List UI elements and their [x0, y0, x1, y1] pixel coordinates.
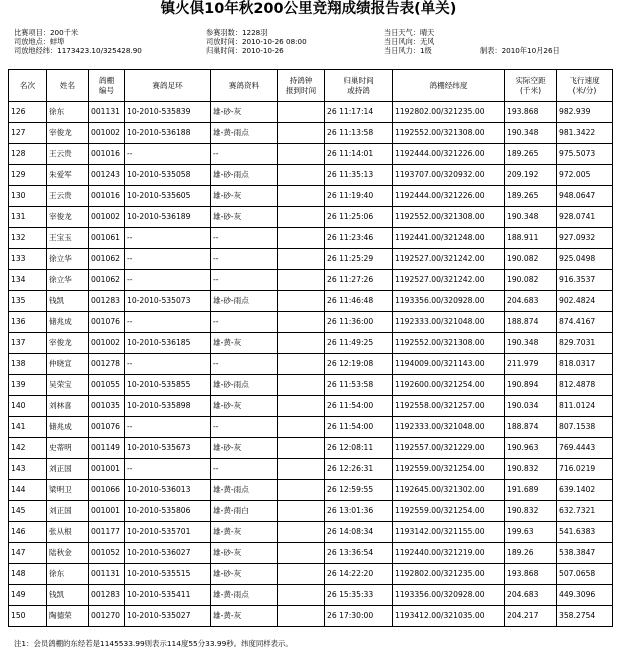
cell-rank: 148 [9, 564, 47, 585]
cell-loft-coords: 1192552.00/321308.00 [393, 333, 505, 354]
cell-arrival-time: 26 11:27:26 [325, 270, 393, 291]
cell-distance-km: 190.348 [505, 123, 557, 144]
cell-distance-km: 204.683 [505, 291, 557, 312]
cell-loft-coords: 1192440.00/321219.00 [393, 543, 505, 564]
cell-rank: 134 [9, 270, 47, 291]
cell-clock-report-time [278, 186, 325, 207]
weather: 当日天气：晴天 [384, 28, 435, 37]
cell-clock-report-time [278, 291, 325, 312]
cell-loft-id: 001131 [89, 564, 125, 585]
cell-speed-mpm: 916.3537 [557, 270, 613, 291]
cell-loft-id: 001016 [89, 186, 125, 207]
cell-name: 陶德荣 [47, 606, 89, 627]
cell-loft-coords: 1192558.00/321257.00 [393, 396, 505, 417]
cell-name: 徐立华 [47, 270, 89, 291]
cell-distance-km: 190.082 [505, 270, 557, 291]
cell-speed-mpm: 716.0219 [557, 459, 613, 480]
cell-arrival-time: 26 12:08:11 [325, 438, 393, 459]
cell-name: 钱凯 [47, 585, 89, 606]
cell-bird-info: 雄-黄-灰 [211, 333, 278, 354]
cell-ring-number: 10-2010-535058 [125, 165, 211, 186]
release-time: 司放时间：2010-10-26 08:00 [206, 37, 307, 46]
cell-clock-report-time [278, 564, 325, 585]
cell-loft-id: 001061 [89, 228, 125, 249]
cell-bird-info: -- [211, 144, 278, 165]
cell-loft-id: 001062 [89, 249, 125, 270]
cell-speed-mpm: 982.939 [557, 102, 613, 123]
cell-arrival-time: 26 12:19:08 [325, 354, 393, 375]
cell-loft-coords: 1192645.00/321302.00 [393, 480, 505, 501]
cell-clock-report-time [278, 165, 325, 186]
table-row [9, 186, 613, 207]
cell-bird-info: -- [211, 228, 278, 249]
cell-loft-coords: 1192600.00/321254.00 [393, 375, 505, 396]
footnote: 注1：会员鸽棚的东经若是1145533.99则表示114度55分33.99秒。纬度同样表示。 [14, 639, 293, 648]
cell-rank: 127 [9, 123, 47, 144]
column-header-arrival-time: 归巢时间 或持鸽 [325, 70, 393, 102]
cell-bird-info: 雄-砂-雨点 [211, 291, 278, 312]
cell-distance-km: 191.689 [505, 480, 557, 501]
cell-bird-info: 雄-黄-雨白 [211, 501, 278, 522]
cell-loft-id: 001002 [89, 207, 125, 228]
cell-clock-report-time [278, 606, 325, 627]
cell-loft-coords: 1193707.00/320932.00 [393, 165, 505, 186]
cell-clock-report-time [278, 207, 325, 228]
table-row [9, 501, 613, 522]
cell-speed-mpm: 811.0124 [557, 396, 613, 417]
results-table [8, 69, 613, 627]
cell-loft-id: 001052 [89, 543, 125, 564]
table-row [9, 144, 613, 165]
cell-speed-mpm: 902.4824 [557, 291, 613, 312]
cell-ring-number: 10-2010-535027 [125, 606, 211, 627]
cell-clock-report-time [278, 123, 325, 144]
cell-speed-mpm: 948.0647 [557, 186, 613, 207]
cell-distance-km: 188.874 [505, 417, 557, 438]
cell-distance-km: 188.874 [505, 312, 557, 333]
cell-name: 刘正国 [47, 501, 89, 522]
cell-loft-coords: 1192802.00/321235.00 [393, 102, 505, 123]
cell-loft-id: 001001 [89, 501, 125, 522]
cell-rank: 139 [9, 375, 47, 396]
cell-arrival-time: 26 14:08:34 [325, 522, 393, 543]
cell-name: 宰俊龙 [47, 123, 89, 144]
cell-bird-info: 雄-砂-灰 [211, 564, 278, 585]
table-row [9, 354, 613, 375]
cell-bird-info: 雄-砂-灰 [211, 207, 278, 228]
cell-ring-number: 10-2010-536013 [125, 480, 211, 501]
cell-rank: 143 [9, 459, 47, 480]
cell-arrival-time: 26 12:26:31 [325, 459, 393, 480]
cell-arrival-time: 26 11:23:46 [325, 228, 393, 249]
cell-ring-number: 10-2010-535898 [125, 396, 211, 417]
cell-distance-km: 190.348 [505, 333, 557, 354]
cell-bird-info: 雄-砂-雨点 [211, 375, 278, 396]
cell-name: 徐东 [47, 564, 89, 585]
cell-ring-number: 10-2010-535701 [125, 522, 211, 543]
cell-name: 宰俊龙 [47, 333, 89, 354]
cell-name: 梁明卫 [47, 480, 89, 501]
cell-arrival-time: 26 11:35:13 [325, 165, 393, 186]
table-row [9, 291, 613, 312]
cell-distance-km: 190.832 [505, 501, 557, 522]
cell-bird-info: 雄-砂-灰 [211, 543, 278, 564]
cell-bird-info: -- [211, 270, 278, 291]
cell-ring-number: -- [125, 270, 211, 291]
cell-loft-coords: 1192552.00/321308.00 [393, 123, 505, 144]
cell-bird-info: 雄-砂-灰 [211, 438, 278, 459]
cell-loft-coords: 1192527.00/321242.00 [393, 249, 505, 270]
cell-clock-report-time [278, 396, 325, 417]
cell-arrival-time: 26 11:46:48 [325, 291, 393, 312]
column-header-loft-coords: 鸽棚经纬度 [393, 70, 505, 102]
cell-arrival-time: 26 11:53:58 [325, 375, 393, 396]
cell-loft-id: 001002 [89, 123, 125, 144]
cell-loft-id: 001016 [89, 144, 125, 165]
cell-clock-report-time [278, 102, 325, 123]
cell-rank: 132 [9, 228, 47, 249]
cell-speed-mpm: 925.0498 [557, 249, 613, 270]
cell-rank: 129 [9, 165, 47, 186]
cell-arrival-time: 26 11:13:58 [325, 123, 393, 144]
cell-distance-km: 199.63 [505, 522, 557, 543]
cell-rank: 131 [9, 207, 47, 228]
cell-arrival-time: 26 17:30:00 [325, 606, 393, 627]
cell-ring-number: -- [125, 144, 211, 165]
cell-name: 徐立华 [47, 249, 89, 270]
cell-clock-report-time [278, 144, 325, 165]
cell-loft-coords: 1192559.00/321254.00 [393, 501, 505, 522]
cell-loft-coords: 1194009.00/321143.00 [393, 354, 505, 375]
cell-name: 陆秋金 [47, 543, 89, 564]
cell-loft-id: 001278 [89, 354, 125, 375]
cell-distance-km: 193.868 [505, 102, 557, 123]
cell-bird-info: 雄-砂-灰 [211, 396, 278, 417]
cell-loft-coords: 1192559.00/321254.00 [393, 459, 505, 480]
cell-speed-mpm: 928.0741 [557, 207, 613, 228]
cell-speed-mpm: 639.1402 [557, 480, 613, 501]
cell-distance-km: 190.348 [505, 207, 557, 228]
cell-ring-number: 10-2010-535073 [125, 291, 211, 312]
cell-arrival-time: 26 14:22:20 [325, 564, 393, 585]
cell-speed-mpm: 975.5073 [557, 144, 613, 165]
cell-loft-id: 001177 [89, 522, 125, 543]
cell-rank: 147 [9, 543, 47, 564]
cell-loft-coords: 1192527.00/321242.00 [393, 270, 505, 291]
cell-loft-coords: 1192552.00/321308.00 [393, 207, 505, 228]
cell-speed-mpm: 538.3847 [557, 543, 613, 564]
cell-clock-report-time [278, 501, 325, 522]
cell-arrival-time: 26 11:19:40 [325, 186, 393, 207]
cell-name: 王云贵 [47, 144, 89, 165]
release-coords: 司放地经纬：1173423.10/325428.90 [14, 46, 142, 55]
cell-name: 朱爱军 [47, 165, 89, 186]
cell-loft-id: 001243 [89, 165, 125, 186]
cell-loft-id: 001283 [89, 291, 125, 312]
cell-distance-km: 204.683 [505, 585, 557, 606]
cell-ring-number: -- [125, 417, 211, 438]
cell-loft-id: 001076 [89, 417, 125, 438]
table-row [9, 480, 613, 501]
cell-speed-mpm: 972.005 [557, 165, 613, 186]
report-title: 镇火俱10年秋200公里竞翔成绩报告表(单关) [160, 1, 457, 17]
cell-bird-info: -- [211, 249, 278, 270]
cell-loft-coords: 1192333.00/321048.00 [393, 417, 505, 438]
cell-name: 史蒂明 [47, 438, 89, 459]
cell-clock-report-time [278, 438, 325, 459]
cell-arrival-time: 26 11:14:01 [325, 144, 393, 165]
cell-name: 刘正国 [47, 459, 89, 480]
cell-ring-number: 10-2010-535515 [125, 564, 211, 585]
cell-ring-number: 10-2010-536027 [125, 543, 211, 564]
cell-speed-mpm: 541.6383 [557, 522, 613, 543]
cell-loft-coords: 1193142.00/321155.00 [393, 522, 505, 543]
cell-ring-number: -- [125, 312, 211, 333]
cell-rank: 126 [9, 102, 47, 123]
cell-name: 吴荣宝 [47, 375, 89, 396]
cell-ring-number: 10-2010-536185 [125, 333, 211, 354]
cell-distance-km: 193.868 [505, 564, 557, 585]
table-header-row [9, 70, 613, 102]
cell-arrival-time: 26 11:54:00 [325, 417, 393, 438]
cell-speed-mpm: 632.7321 [557, 501, 613, 522]
cell-rank: 135 [9, 291, 47, 312]
cell-arrival-time: 26 11:25:29 [325, 249, 393, 270]
cell-bird-info: 雄-砂-灰 [211, 102, 278, 123]
table-row [9, 102, 613, 123]
cell-ring-number: 10-2010-535605 [125, 186, 211, 207]
cell-ring-number: 10-2010-535411 [125, 585, 211, 606]
cell-speed-mpm: 507.0658 [557, 564, 613, 585]
cell-loft-coords: 1193412.00/321035.00 [393, 606, 505, 627]
table-row [9, 165, 613, 186]
cell-loft-id: 001035 [89, 396, 125, 417]
table-row [9, 375, 613, 396]
release-site: 司放地点：蚌埠 [14, 37, 65, 46]
cell-arrival-time: 26 13:36:54 [325, 543, 393, 564]
cell-name: 徐东 [47, 102, 89, 123]
cell-bird-info: 雄-黄-灰 [211, 606, 278, 627]
table-row [9, 522, 613, 543]
cell-clock-report-time [278, 459, 325, 480]
cell-speed-mpm: 818.0317 [557, 354, 613, 375]
cell-name: 钱凯 [47, 291, 89, 312]
cell-ring-number: -- [125, 459, 211, 480]
table-row [9, 270, 613, 291]
cell-ring-number: 10-2010-536188 [125, 123, 211, 144]
cell-loft-coords: 1192441.00/321248.00 [393, 228, 505, 249]
cell-bird-info: -- [211, 459, 278, 480]
cell-clock-report-time [278, 228, 325, 249]
cell-speed-mpm: 812.4878 [557, 375, 613, 396]
cell-ring-number: -- [125, 249, 211, 270]
cell-rank: 136 [9, 312, 47, 333]
cell-loft-coords: 1192444.00/321226.00 [393, 144, 505, 165]
cell-speed-mpm: 874.4167 [557, 312, 613, 333]
column-header-speed-mpm: 飞行速度 (米/分) [557, 70, 613, 102]
cell-rank: 128 [9, 144, 47, 165]
table-row [9, 543, 613, 564]
cell-distance-km: 209.192 [505, 165, 557, 186]
cell-distance-km: 190.894 [505, 375, 557, 396]
cell-loft-id: 001055 [89, 375, 125, 396]
cell-name: 张从根 [47, 522, 89, 543]
table-row [9, 459, 613, 480]
cell-name: 储兆成 [47, 312, 89, 333]
cell-clock-report-time [278, 417, 325, 438]
cell-bird-info: 雄-砂-灰 [211, 186, 278, 207]
cell-rank: 145 [9, 501, 47, 522]
cell-loft-coords: 1192333.00/321048.00 [393, 312, 505, 333]
cell-rank: 144 [9, 480, 47, 501]
cell-bird-info: -- [211, 354, 278, 375]
table-row [9, 564, 613, 585]
cell-loft-id: 001002 [89, 333, 125, 354]
table-row [9, 606, 613, 627]
cell-clock-report-time [278, 375, 325, 396]
cell-loft-coords: 1193356.00/320928.00 [393, 291, 505, 312]
cell-arrival-time: 26 11:17:14 [325, 102, 393, 123]
cell-name: 王宝玉 [47, 228, 89, 249]
cell-arrival-time: 26 11:25:06 [325, 207, 393, 228]
race-project: 比赛项目：200千米 [14, 28, 79, 37]
table-row [9, 123, 613, 144]
cell-loft-id: 001131 [89, 102, 125, 123]
cell-clock-report-time [278, 585, 325, 606]
table-row [9, 396, 613, 417]
cell-bird-info: 雄-黄-雨点 [211, 123, 278, 144]
cell-rank: 141 [9, 417, 47, 438]
cell-rank: 146 [9, 522, 47, 543]
cell-ring-number: 10-2010-535839 [125, 102, 211, 123]
wind-direction: 当日风向：无风 [384, 37, 435, 46]
table-row [9, 207, 613, 228]
cell-loft-coords: 1192557.00/321229.00 [393, 438, 505, 459]
table-row [9, 228, 613, 249]
cell-distance-km: 189.265 [505, 186, 557, 207]
cell-clock-report-time [278, 270, 325, 291]
cell-arrival-time: 26 12:59:55 [325, 480, 393, 501]
table-row [9, 249, 613, 270]
table-row [9, 333, 613, 354]
cell-bird-info: -- [211, 417, 278, 438]
cell-clock-report-time [278, 354, 325, 375]
table-row [9, 585, 613, 606]
cell-bird-info: 雄-黄-雨点 [211, 585, 278, 606]
column-header-name: 姓名 [47, 70, 89, 102]
cell-distance-km: 190.963 [505, 438, 557, 459]
column-header-clock-report-time: 持鸽钟 报到时间 [278, 70, 325, 102]
entries-count: 参赛羽数：1228羽 [206, 28, 268, 37]
cell-distance-km: 190.034 [505, 396, 557, 417]
cell-speed-mpm: 769.4443 [557, 438, 613, 459]
cell-rank: 130 [9, 186, 47, 207]
cell-loft-id: 001076 [89, 312, 125, 333]
cell-rank: 138 [9, 354, 47, 375]
cell-name: 刘林喜 [47, 396, 89, 417]
column-header-ring-number: 赛鸽足环 [125, 70, 211, 102]
cell-bird-info: 雄-砂-雨点 [211, 165, 278, 186]
cell-ring-number: -- [125, 354, 211, 375]
cell-arrival-time: 26 11:36:00 [325, 312, 393, 333]
cell-rank: 149 [9, 585, 47, 606]
column-header-loft-id: 鸽棚 编号 [89, 70, 125, 102]
cell-speed-mpm: 449.3096 [557, 585, 613, 606]
cell-arrival-time: 26 13:01:36 [325, 501, 393, 522]
cell-ring-number: 10-2010-535855 [125, 375, 211, 396]
cell-distance-km: 189.26 [505, 543, 557, 564]
cell-clock-report-time [278, 522, 325, 543]
cell-ring-number: 10-2010-536189 [125, 207, 211, 228]
cell-rank: 137 [9, 333, 47, 354]
column-header-bird-info: 赛鸽资料 [211, 70, 278, 102]
cell-speed-mpm: 981.3422 [557, 123, 613, 144]
table-row [9, 417, 613, 438]
cell-distance-km: 190.832 [505, 459, 557, 480]
cell-loft-id: 001001 [89, 459, 125, 480]
table-row [9, 438, 613, 459]
cell-loft-id: 001283 [89, 585, 125, 606]
cell-distance-km: 190.082 [505, 249, 557, 270]
cell-speed-mpm: 927.0932 [557, 228, 613, 249]
cell-bird-info: -- [211, 312, 278, 333]
cell-distance-km: 188.911 [505, 228, 557, 249]
cell-arrival-time: 26 11:54:00 [325, 396, 393, 417]
cell-loft-id: 001062 [89, 270, 125, 291]
cell-arrival-time: 26 15:35:33 [325, 585, 393, 606]
cell-loft-id: 001270 [89, 606, 125, 627]
cell-distance-km: 189.265 [505, 144, 557, 165]
cell-rank: 140 [9, 396, 47, 417]
return-time: 归巢时间：2010-10-26 [206, 46, 284, 55]
wind-force: 当日风力：1级 [384, 46, 432, 55]
cell-rank: 150 [9, 606, 47, 627]
cell-clock-report-time [278, 312, 325, 333]
cell-name: 王云贵 [47, 186, 89, 207]
cell-ring-number: 10-2010-535673 [125, 438, 211, 459]
cell-loft-coords: 1193356.00/320928.00 [393, 585, 505, 606]
cell-rank: 142 [9, 438, 47, 459]
cell-clock-report-time [278, 543, 325, 564]
cell-distance-km: 211.979 [505, 354, 557, 375]
cell-bird-info: 雄-黄-灰 [211, 522, 278, 543]
column-header-distance-km: 实际空距 (千米) [505, 70, 557, 102]
cell-ring-number: 10-2010-535806 [125, 501, 211, 522]
table-row [9, 312, 613, 333]
cell-name: 储兆成 [47, 417, 89, 438]
cell-loft-coords: 1192444.00/321226.00 [393, 186, 505, 207]
cell-arrival-time: 26 11:49:25 [325, 333, 393, 354]
cell-loft-id: 001066 [89, 480, 125, 501]
cell-clock-report-time [278, 480, 325, 501]
cell-loft-id: 001149 [89, 438, 125, 459]
cell-clock-report-time [278, 333, 325, 354]
cell-name: 仲晓宣 [47, 354, 89, 375]
cell-clock-report-time [278, 249, 325, 270]
report-date: 制表：2010年10月26日 [480, 46, 560, 55]
cell-bird-info: 雄-黄-雨点 [211, 480, 278, 501]
cell-speed-mpm: 829.7031 [557, 333, 613, 354]
cell-loft-coords: 1192802.00/321235.00 [393, 564, 505, 585]
cell-speed-mpm: 807.1538 [557, 417, 613, 438]
cell-speed-mpm: 358.2754 [557, 606, 613, 627]
column-header-rank: 名次 [9, 70, 47, 102]
cell-distance-km: 204.217 [505, 606, 557, 627]
cell-name: 宰俊龙 [47, 207, 89, 228]
cell-ring-number: -- [125, 228, 211, 249]
cell-rank: 133 [9, 249, 47, 270]
